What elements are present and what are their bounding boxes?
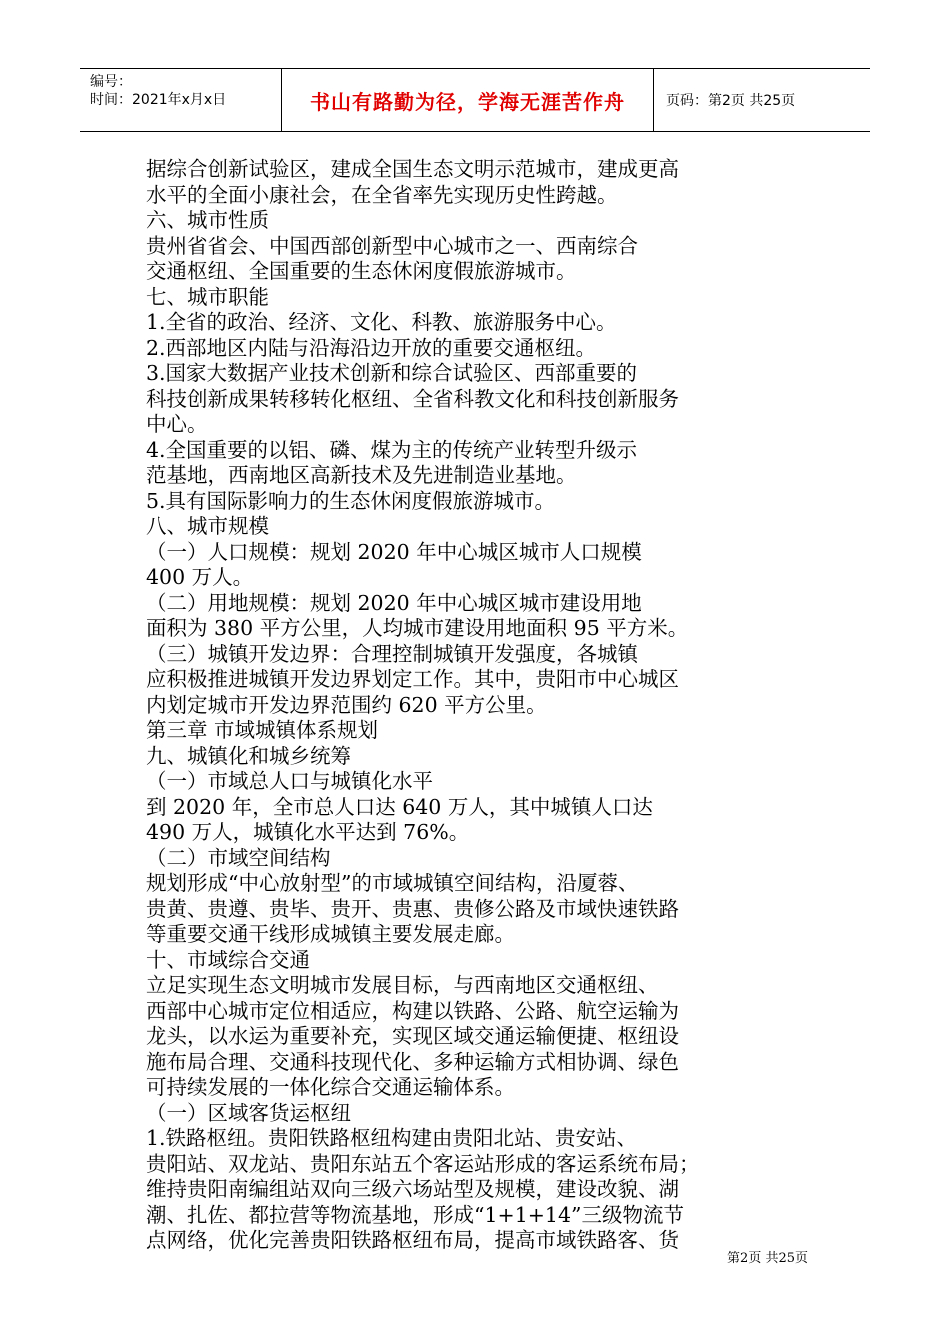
text-line: 据综合创新试验区，建成全国生态文明示范城市，建成更高 xyxy=(146,157,679,181)
text-line: （一）市域总人口与城镇化水平 xyxy=(146,769,433,793)
text-line: 第三章 市域城镇体系规划 xyxy=(146,718,379,742)
text-line: 贵黄、贵遵、贵毕、贵开、贵惠、贵修公路及市域快速铁路 xyxy=(146,896,679,921)
text-line: 施布局合理、交通科技现代化、多种运输方式相协调、绿色 xyxy=(146,1049,679,1074)
text-line: 八、城市规模 xyxy=(146,514,269,538)
header-meta xyxy=(80,69,282,131)
text-line: 2.西部地区内陆与沿海沿边开放的重要交通枢纽。 xyxy=(146,335,597,360)
page-header xyxy=(80,68,870,132)
text-line: 1.全省的政治、经济、文化、科教、旅游服务中心。 xyxy=(146,310,617,334)
text-line: 贵阳站、双龙站、贵阳东站五个客运站形成的客运系统布局； xyxy=(146,1151,700,1176)
text-line: 立足实现生态文明城市发展目标，与西南地区交通枢纽、 xyxy=(146,973,659,997)
text-line: 490 万人，城镇化水平达到 76%。 xyxy=(146,820,470,844)
text-line: 贵州省省会、中国西部创新型中心城市之一、西南综合 xyxy=(146,233,638,258)
text-line: 交通枢纽、全国重要的生态休闲度假旅游城市。 xyxy=(146,259,577,283)
text-line: 规划形成“中心放射型”的市域城镇空间结构，沿厦蓉、 xyxy=(146,871,639,895)
text-line: （二）市域空间结构 xyxy=(146,845,331,870)
header-page-number: 页码：第2页 共25页 xyxy=(666,93,796,109)
text-line: 科技创新成果转移转化枢纽、全省科教文化和科技创新服务 xyxy=(146,386,679,411)
text-line: 4.全国重要的以铝、磷、煤为主的传统产业转型升级示 xyxy=(146,437,638,462)
text-line: （二）用地规模：规划 2020 年中心城区城市建设用地 xyxy=(146,590,642,615)
text-line: 西部中心城市定位相适应，构建以铁路、公路、航空运输为 xyxy=(146,998,679,1023)
text-line: （一）区域客货运枢纽 xyxy=(146,1100,351,1125)
text-line: （三）城镇开发边界：合理控制城镇开发强度，各城镇 xyxy=(146,641,638,666)
text-line: 应积极推进城镇开发边界划定工作。其中，贵阳市中心城区 xyxy=(146,667,679,691)
header-motto: 书山有路勤为径，学海无涯苦作舟 xyxy=(282,69,654,131)
text-line: 水平的全面小康社会，在全省率先实现历史性跨越。 xyxy=(146,182,618,207)
text-line: 可持续发展的一体化综合交通运输体系。 xyxy=(146,1075,515,1099)
text-line: 七、城市职能 xyxy=(146,284,269,309)
text-line: 潮、扎佐、都拉营等物流基地，形成“1+1+14”三级物流节 xyxy=(146,1202,684,1227)
document-body xyxy=(146,157,786,1254)
text-line: 内划定城市开发边界范围约 620 平方公里。 xyxy=(146,692,547,717)
text-line: 3.国家大数据产业技术创新和综合试验区、西部重要的 xyxy=(146,361,638,385)
text-line: 等重要交通干线形成城镇主要发展走廊。 xyxy=(146,922,515,946)
document-time-label: 时间：2021年x月x日 xyxy=(90,92,227,108)
text-line: 六、城市性质 xyxy=(146,208,269,232)
text-line: 面积为 380 平方公里，人均城市建设用地面积 95 平方米。 xyxy=(146,616,689,640)
text-line: 十、市域综合交通 xyxy=(146,947,310,972)
text-line: 到 2020 年，全市总人口达 640 万人，其中城镇人口达 xyxy=(146,794,653,819)
text-line: 九、城镇化和城乡统筹 xyxy=(146,743,351,768)
footer-page-number: 第2页 共25页 xyxy=(727,1251,808,1266)
text-line: 400 万人。 xyxy=(146,565,254,589)
text-line: 1.铁路枢纽。贵阳铁路枢纽构建由贵阳北站、贵安站、 xyxy=(146,1126,638,1150)
text-line: 点网络，优化完善贵阳铁路枢纽布局，提高市域铁路客、货 xyxy=(146,1228,679,1252)
document-number-label: 编号： xyxy=(90,74,132,90)
text-line: 范基地，西南地区高新技术及先进制造业基地。 xyxy=(146,463,577,487)
text-line: 龙头，以水运为重要补充，实现区域交通运输便捷、枢纽设 xyxy=(146,1024,679,1048)
text-line: 维持贵阳南编组站双向三级六场站型及规模，建设改貌、湖 xyxy=(146,1177,679,1201)
text-line: 5.具有国际影响力的生态休闲度假旅游城市。 xyxy=(146,488,556,513)
text-line: 中心。 xyxy=(146,412,208,436)
text-line: （一）人口规模：规划 2020 年中心城区城市人口规模 xyxy=(146,539,642,564)
